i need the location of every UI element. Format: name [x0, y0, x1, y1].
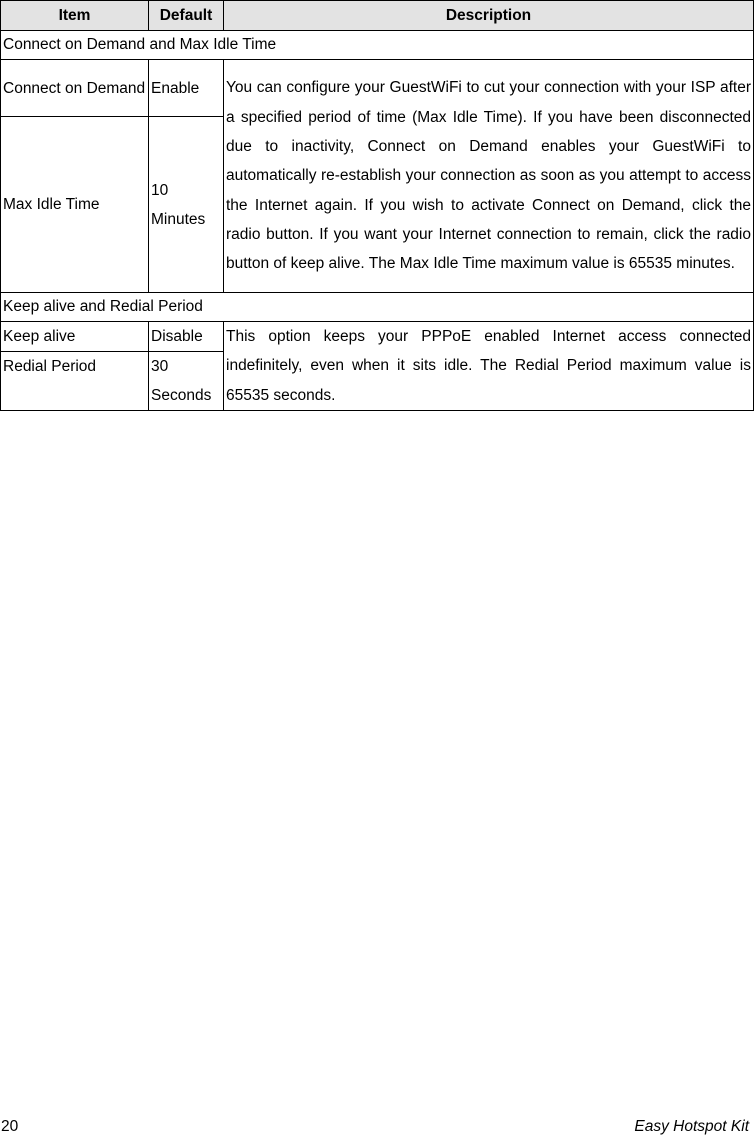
- item-cell: Connect on Demand: [1, 60, 149, 117]
- description-cell: You can configure your GuestWiFi to cut your connection with your ISP after a specified period of time (Max Idle Time). If you have been disconnected due to inactivity, Connect on Demand enables your GuestWiFi to automatically re-establish your connection as soon as you attempt to access the Internet again. If you wish to activate Connect on Demand, click the radio button. If you want your Internet connection to remain, click the radio button of keep alive. The Max Idle Time maximum value is 65535 minutes.: [224, 60, 754, 293]
- table-row: [1, 322, 754, 352]
- settings-table: [0, 0, 754, 411]
- header-description: Description: [224, 1, 754, 31]
- section-title: Connect on Demand and Max Idle Time: [1, 31, 754, 60]
- table-row: [1, 60, 754, 117]
- header-default: Default: [149, 1, 224, 31]
- table-header-row: [1, 1, 754, 31]
- default-cell: 30 Seconds: [149, 352, 224, 411]
- section-row-connect-on-demand: [1, 31, 754, 60]
- section-row-keep-alive: [1, 293, 754, 322]
- item-cell: Redial Period: [1, 352, 149, 411]
- default-cell: 10 Minutes: [149, 117, 224, 293]
- default-cell: Enable: [149, 60, 224, 117]
- section-title: Keep alive and Redial Period: [1, 293, 754, 322]
- footer-title: Easy Hotspot Kit: [634, 1118, 749, 1135]
- page-number: 20: [1, 1118, 19, 1135]
- item-cell: Keep alive: [1, 322, 149, 352]
- header-item: Item: [1, 1, 149, 31]
- default-cell: Disable: [149, 322, 224, 352]
- item-cell: Max Idle Time: [1, 117, 149, 293]
- description-cell: This option keeps your PPPoE enabled Internet access connected indefinitely, even when it sits idle. The Redial Period maximum value is 65535 seconds.: [224, 322, 754, 411]
